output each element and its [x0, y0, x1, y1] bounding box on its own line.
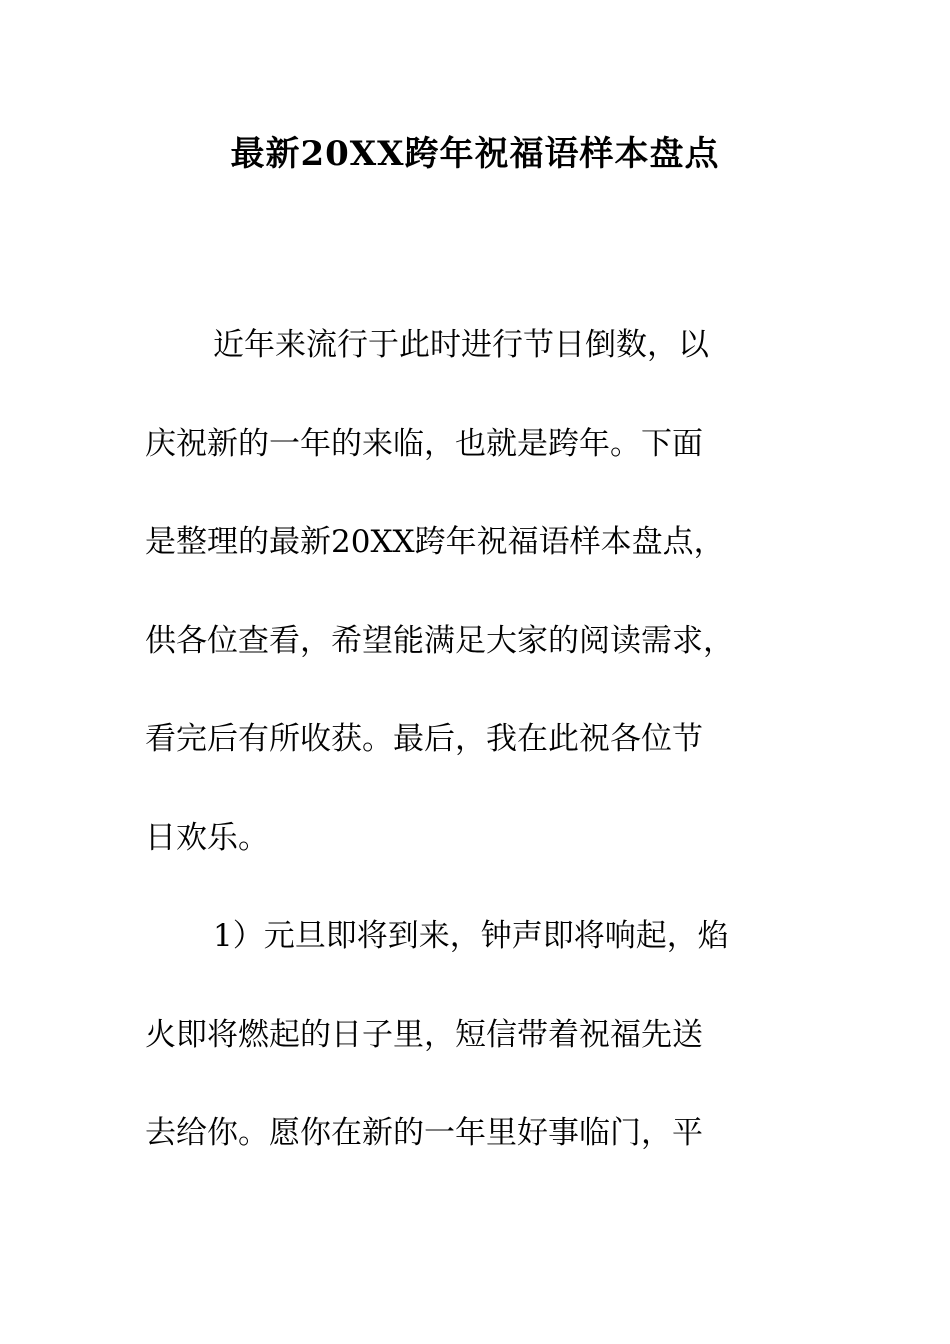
document-body	[145, 296, 805, 1183]
paragraph-greeting-1	[145, 887, 805, 1183]
text-line: 日欢乐。	[145, 819, 269, 856]
text-line: 火即将燃起的日子里，短信带着祝福先送	[145, 1016, 703, 1053]
text-line: 去给你。愿你在新的一年里好事临门，平	[145, 1115, 703, 1151]
text-line: 供各位查看，希望能满足大家的阅读需求，	[145, 622, 734, 659]
text-line: 1）元旦即将到来，钟声即将响起，焰	[213, 918, 729, 954]
paragraph-intro	[145, 296, 805, 887]
document-title: 最新20XX跨年祝福语样本盘点	[230, 134, 720, 174]
text-line: 近年来流行于此时进行节日倒数，以	[213, 327, 709, 363]
text-line: 庆祝新的一年的来临，也就是跨年。下面	[145, 425, 703, 462]
text-line: 是整理的最新20XX跨年祝福语样本盘点，	[145, 524, 725, 560]
text-line: 看完后有所收获。最后，我在此祝各位节	[145, 721, 703, 757]
